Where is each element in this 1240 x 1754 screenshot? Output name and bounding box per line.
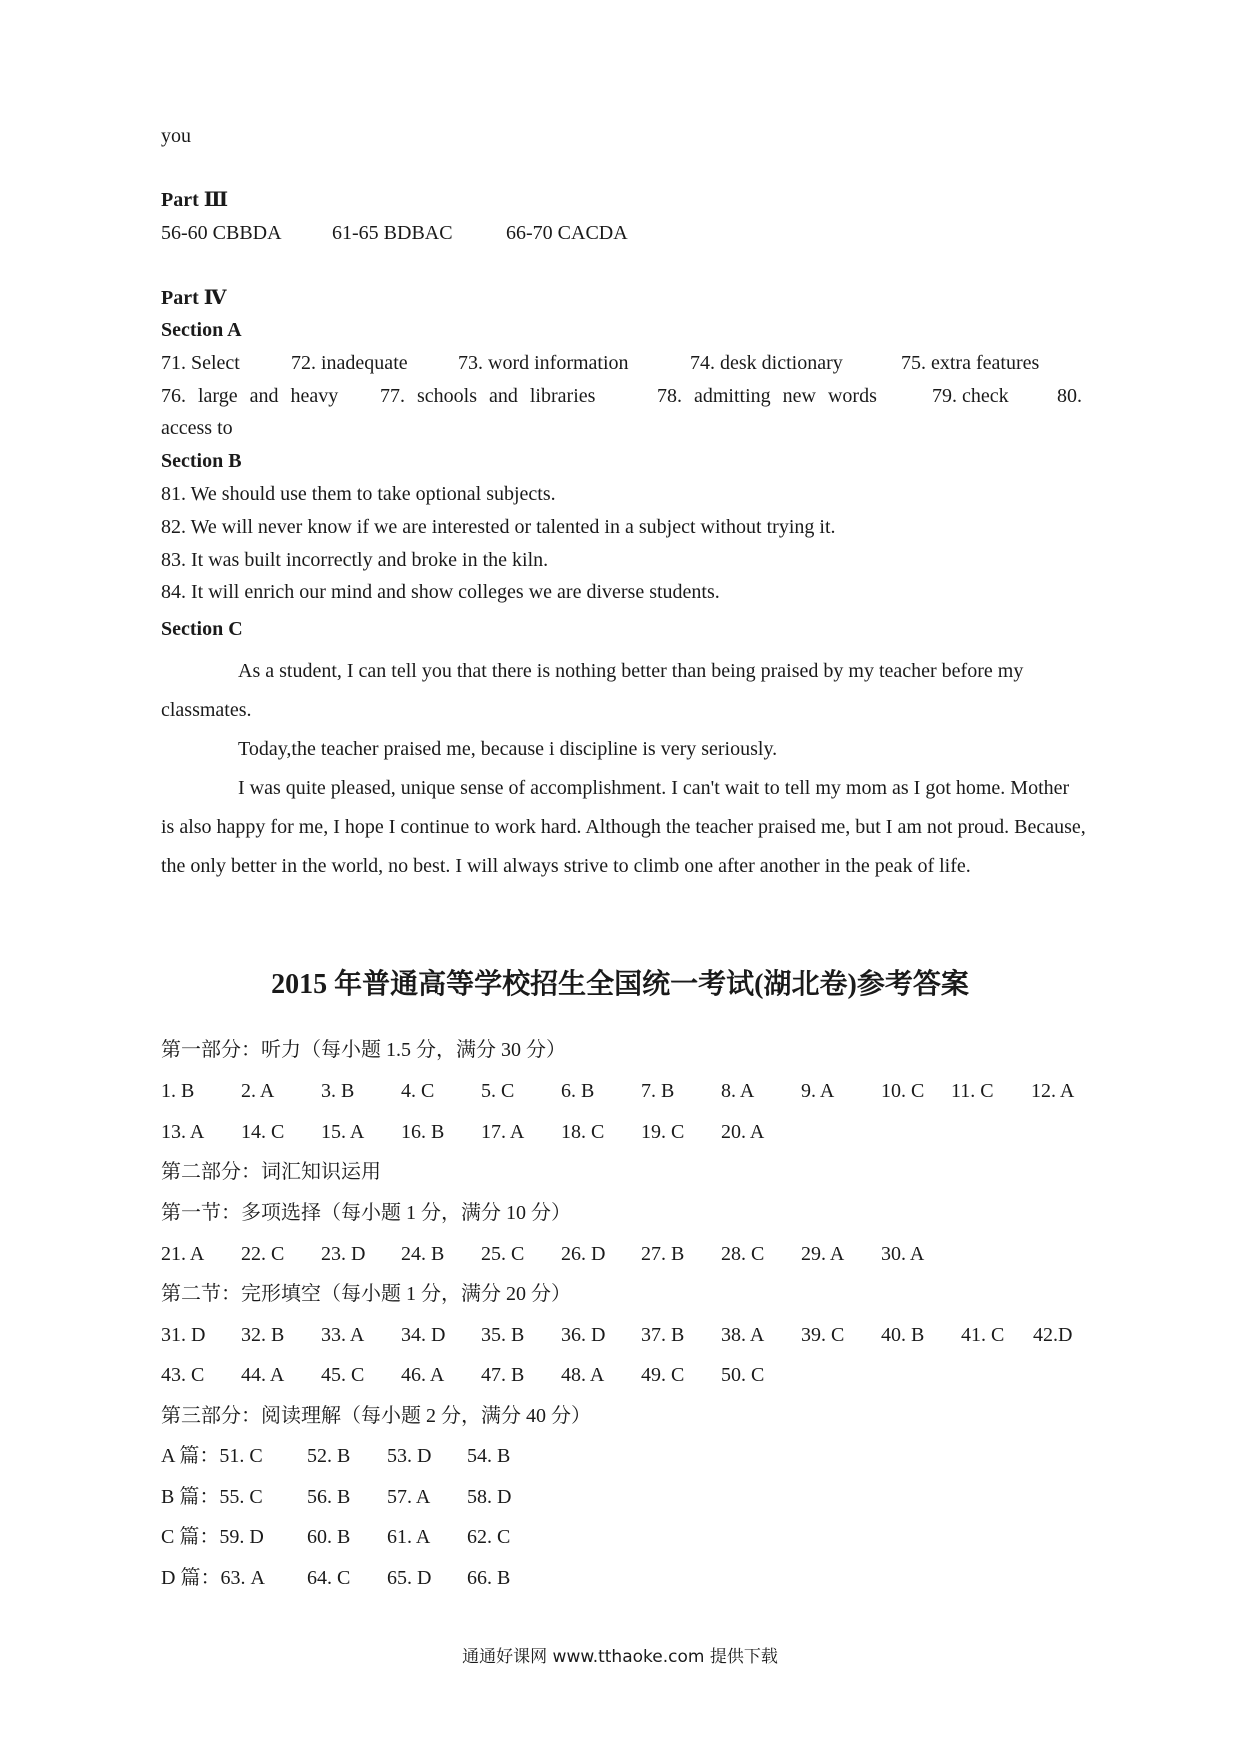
answer-item: 76. large and heavy: [161, 385, 339, 407]
answer-item: 38. A: [721, 1324, 765, 1346]
answer-item: 61. A: [387, 1526, 431, 1548]
answer-item: 56. B: [307, 1486, 351, 1508]
answer-item: 24. B: [401, 1243, 445, 1265]
answer-item: 23. D: [321, 1243, 366, 1265]
answer-item: 41. C: [961, 1324, 1005, 1346]
section-b-item: 83. It was built incorrectly and broke in the kiln.: [161, 549, 549, 571]
answer-item: 25. C: [481, 1243, 525, 1265]
answer-item: C 篇：59. D: [161, 1526, 264, 1548]
essay-paragraph: I was quite pleased, unique sense of accomplishment. I can't wait to tell my mom as I got home. Mother is also happy for me, I hope I continue to work hard. Although the teacher praised me, but I am not proud. Because, the only better in the world, no best. I will always strive to climb one after another in the peak of life.: [161, 777, 1086, 877]
answer-item: 74. desk dictionary: [690, 352, 843, 374]
answer-item: 18. C: [561, 1121, 605, 1143]
essay-paragraph: As a student, I can tell you that there is nothing better than being praised by my teacher before my classmates.: [161, 660, 1024, 721]
answer-item: 15. A: [321, 1121, 365, 1143]
answer-item: 60. B: [307, 1526, 351, 1548]
answer-item: 66. B: [467, 1567, 511, 1589]
answer-item: 27. B: [641, 1243, 685, 1265]
part3-reading-heading: 第三部分：阅读理解（每小题 2 分，满分 40 分）: [161, 1405, 591, 1427]
answer-item: 34. D: [401, 1324, 446, 1346]
answer-item: 36. D: [561, 1324, 606, 1346]
part1-heading: 第一部分：听力（每小题 1.5 分，满分 30 分）: [161, 1039, 566, 1061]
answer-item: 5. C: [481, 1080, 515, 1102]
answer-item: 39. C: [801, 1324, 845, 1346]
answer-item: 28. C: [721, 1243, 765, 1265]
answer-item: 4. C: [401, 1080, 435, 1102]
answer-item: 72. inadequate: [291, 352, 408, 374]
essay-paragraph: Today,the teacher praised me, because i discipline is very seriously.: [238, 738, 778, 760]
page-footer: 通通好课网 www.tthaoke.com 提供下载: [462, 1647, 778, 1667]
answer-item: 65. D: [387, 1567, 432, 1589]
answer-item: 62. C: [467, 1526, 511, 1548]
answer-item: 44. A: [241, 1364, 285, 1386]
answer-item: A 篇：51. C: [161, 1445, 263, 1467]
answer-item: 3. B: [321, 1080, 355, 1102]
answer-item: 49. C: [641, 1364, 685, 1386]
answer-item: 16. B: [401, 1121, 445, 1143]
answer-item: 13. A: [161, 1121, 205, 1143]
answer-group: 66-70 CACDA: [506, 222, 628, 244]
answer-item: 14. C: [241, 1121, 285, 1143]
answer-item: 52. B: [307, 1445, 351, 1467]
section-c-heading: Section C: [161, 618, 243, 640]
section-b-heading: Section B: [161, 450, 242, 472]
part4-heading: Part Ⅳ: [161, 287, 227, 309]
answer-item: 46. A: [401, 1364, 445, 1386]
continuation-word: you: [161, 125, 191, 147]
answer-item: 6. B: [561, 1080, 595, 1102]
section-b-item: 84. It will enrich our mind and show colleges we are diverse students.: [161, 581, 720, 603]
answer-item: 57. A: [387, 1486, 431, 1508]
answer-item: 40. B: [881, 1324, 925, 1346]
answer-item: 12. A: [1031, 1080, 1075, 1102]
answer-item: D 篇：63. A: [161, 1567, 265, 1589]
answer-item: 17. A: [481, 1121, 525, 1143]
answer-item: 9. A: [801, 1080, 835, 1102]
answer-item: 54. B: [467, 1445, 511, 1467]
answer-item: 48. A: [561, 1364, 605, 1386]
answer-key-title: 2015 年普通高等学校招生全国统一考试(湖北卷)参考答案: [271, 969, 969, 1000]
answer-group: 56-60 CBBDA: [161, 222, 282, 244]
answer-item: 26. D: [561, 1243, 606, 1265]
section-b-item: 82. We will never know if we are interested or talented in a subject without trying it.: [161, 516, 836, 538]
answer-item: 47. B: [481, 1364, 525, 1386]
answer-item: 77. schools and libraries: [380, 385, 596, 407]
answer-item: 58. D: [467, 1486, 512, 1508]
answer-item: 71. Select: [161, 352, 240, 374]
sec2-heading: 第二节：完形填空（每小题 1 分，满分 20 分）: [161, 1283, 571, 1305]
answer-item: 79. check: [932, 385, 1009, 407]
answer-item: 11. C: [951, 1080, 994, 1102]
answer-item: 29. A: [801, 1243, 845, 1265]
answer-item: 8. A: [721, 1080, 755, 1102]
section-b-item: 81. We should use them to take optional subjects.: [161, 483, 556, 505]
answer-item: 30. A: [881, 1243, 925, 1265]
answer-item: 37. B: [641, 1324, 685, 1346]
section-a-heading: Section A: [161, 319, 242, 341]
answer-group: 61-65 BDBAC: [332, 222, 453, 244]
answer-item: 75. extra features: [901, 352, 1040, 374]
answer-item: 7. B: [641, 1080, 675, 1102]
answer-item: 50. C: [721, 1364, 765, 1386]
sec1-heading: 第一节：多项选择（每小题 1 分，满分 10 分）: [161, 1202, 571, 1224]
answer-item: 1. B: [161, 1080, 195, 1102]
section-a-continuation: access to: [161, 417, 233, 439]
answer-item: 2. A: [241, 1080, 275, 1102]
answer-item: 21. A: [161, 1243, 205, 1265]
part2-heading: 第二部分：词汇知识运用: [161, 1161, 381, 1183]
answer-item: 73. word information: [458, 352, 629, 374]
answer-item: 53. D: [387, 1445, 432, 1467]
answer-item: 19. C: [641, 1121, 685, 1143]
answer-item: 43. C: [161, 1364, 205, 1386]
answer-item: 45. C: [321, 1364, 365, 1386]
answer-item: 20. A: [721, 1121, 765, 1143]
answer-item: B 篇：55. C: [161, 1486, 263, 1508]
answer-item: 22. C: [241, 1243, 285, 1265]
part3-heading: Part Ⅲ: [161, 189, 229, 211]
answer-item: 35. B: [481, 1324, 525, 1346]
answer-item: 10. C: [881, 1080, 925, 1102]
answer-item: 80.: [1057, 385, 1082, 407]
answer-item: 64. C: [307, 1567, 351, 1589]
answer-item: 33. A: [321, 1324, 365, 1346]
answer-item: 42.D: [1033, 1324, 1073, 1346]
answer-item: 31. D: [161, 1324, 206, 1346]
answer-item: 78. admitting new words: [657, 385, 877, 407]
answer-item: 32. B: [241, 1324, 285, 1346]
